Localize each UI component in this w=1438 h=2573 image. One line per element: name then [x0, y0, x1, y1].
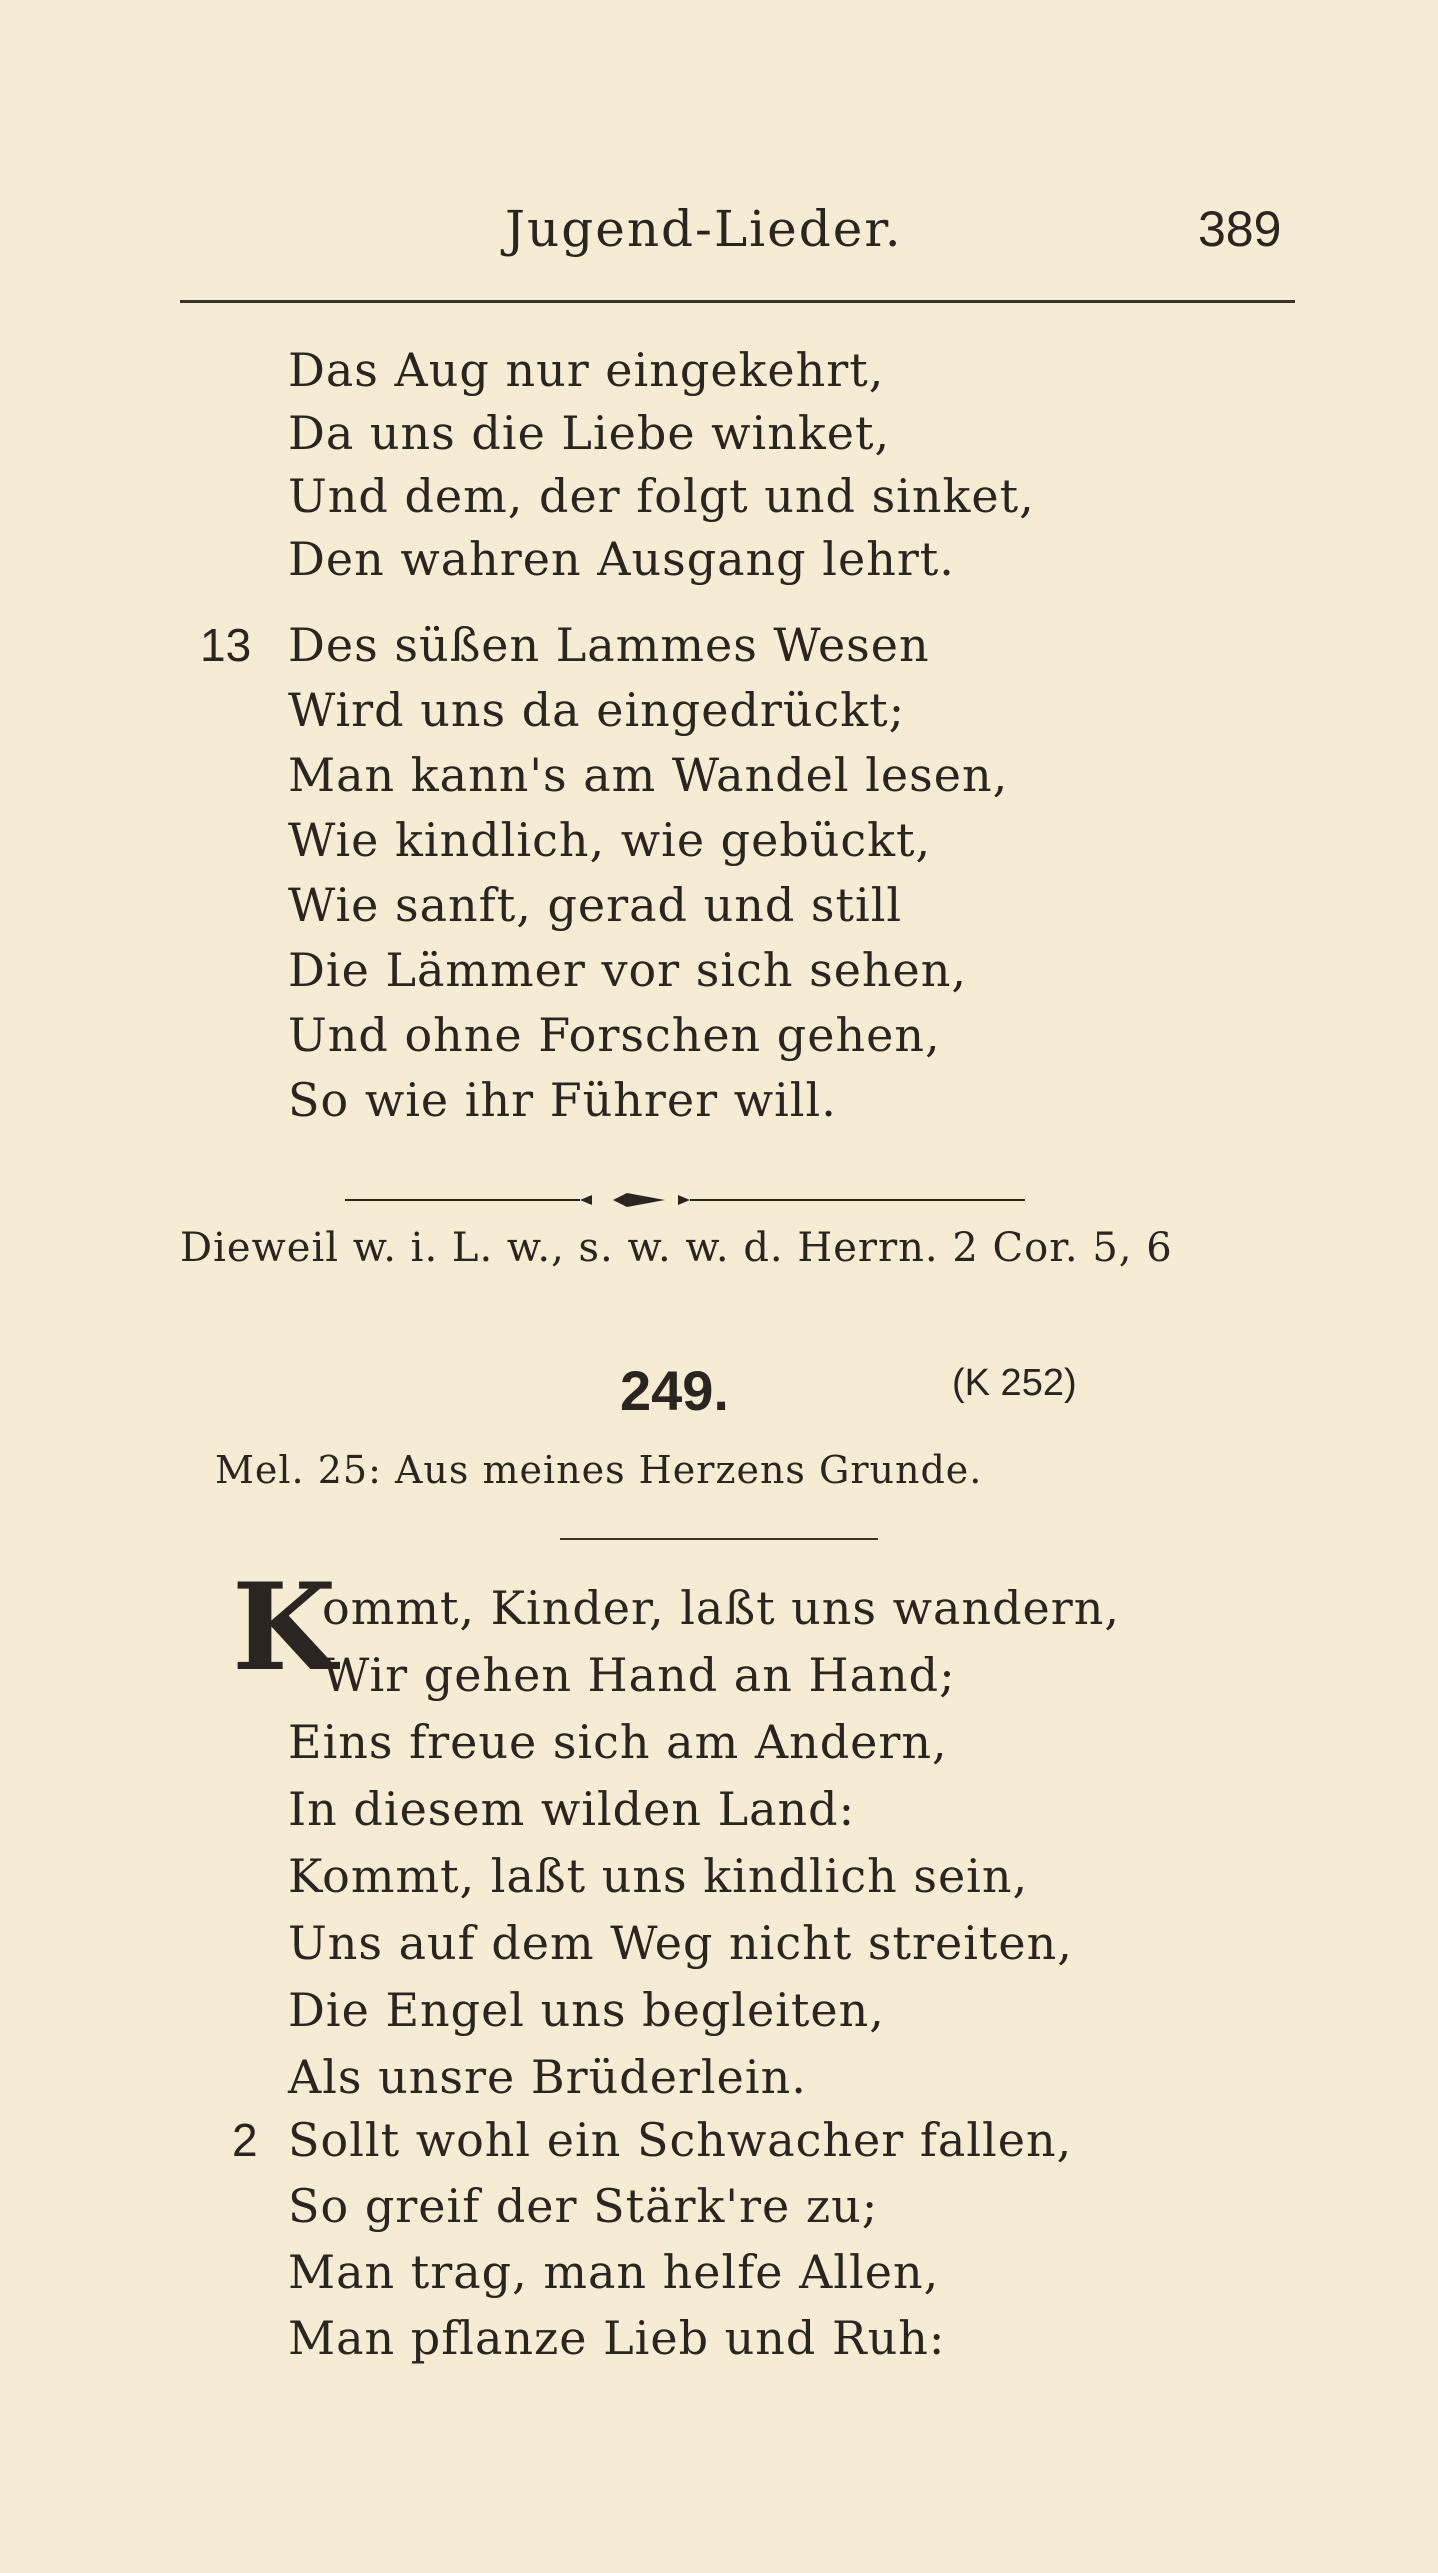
running-header-title: Jugend-Lieder.: [505, 200, 903, 258]
verse-line: In diesem wilden Land:: [288, 1782, 856, 1836]
verse-line: Die Engel uns begleiten,: [288, 1983, 885, 2037]
drop-cap: K: [232, 1557, 337, 1698]
verse-line: Wird uns da eingedrückt;: [288, 683, 906, 737]
short-rule: [560, 1538, 878, 1540]
verse-line: ommt, Kinder, laßt uns wandern,: [322, 1581, 1120, 1635]
verse-line: Des süßen Lammes Wesen: [288, 618, 930, 672]
verse-line: Eins freue sich am Andern,: [288, 1715, 948, 1769]
verse-line: Da uns die Liebe winket,: [288, 406, 891, 460]
verse-line: Kommt, laßt uns kindlich sein,: [288, 1849, 1029, 1903]
verse-line: Als unsre Brüderlein.: [288, 2050, 807, 2104]
verse-line: Uns auf dem Weg nicht streiten,: [288, 1916, 1073, 1970]
stanza-number: 2: [232, 2114, 258, 2166]
verse-line: Wie sanft, gerad und still: [288, 878, 903, 932]
hymn-cross-reference: (K 252): [952, 1362, 1077, 1404]
verse-line: Man trag, man helfe Allen,: [288, 2245, 940, 2299]
verse-line: Das Aug nur eingekehrt,: [288, 343, 885, 397]
verse-line: So greif der Stärk're zu;: [288, 2179, 879, 2233]
melody-line: Mel. 25: Aus meines Herzens Grunde.: [215, 1448, 983, 1492]
header-rule: [180, 300, 1295, 303]
verse-line: Man pflanze Lieb und Ruh:: [288, 2311, 946, 2365]
scripture-reference: Dieweil w. i. L. w., s. w. w. d. Herrn. 2 Cor. 5, 6: [180, 1225, 1173, 1271]
verse-line: Und ohne Forschen gehen,: [288, 1008, 941, 1062]
verse-line: Den wahren Ausgang lehrt.: [288, 532, 955, 586]
hymn-number: 249.: [620, 1359, 729, 1422]
verse-line: Wir gehen Hand an Hand;: [322, 1648, 956, 1702]
verse-line: So wie ihr Führer will.: [288, 1073, 837, 1127]
verse-line: Die Lämmer vor sich sehen,: [288, 943, 968, 997]
verse-line: Wie kindlich, wie gebückt,: [288, 813, 932, 867]
rule-ornament-icon: [345, 1188, 1025, 1212]
verse-line: Man kann's am Wandel lesen,: [288, 748, 1009, 802]
page-number: 389: [1198, 201, 1282, 257]
verse-line: Sollt wohl ein Schwacher fallen,: [288, 2113, 1073, 2167]
verse-line: Und dem, der folgt und sinket,: [288, 469, 1035, 523]
stanza-number: 13: [200, 619, 252, 671]
